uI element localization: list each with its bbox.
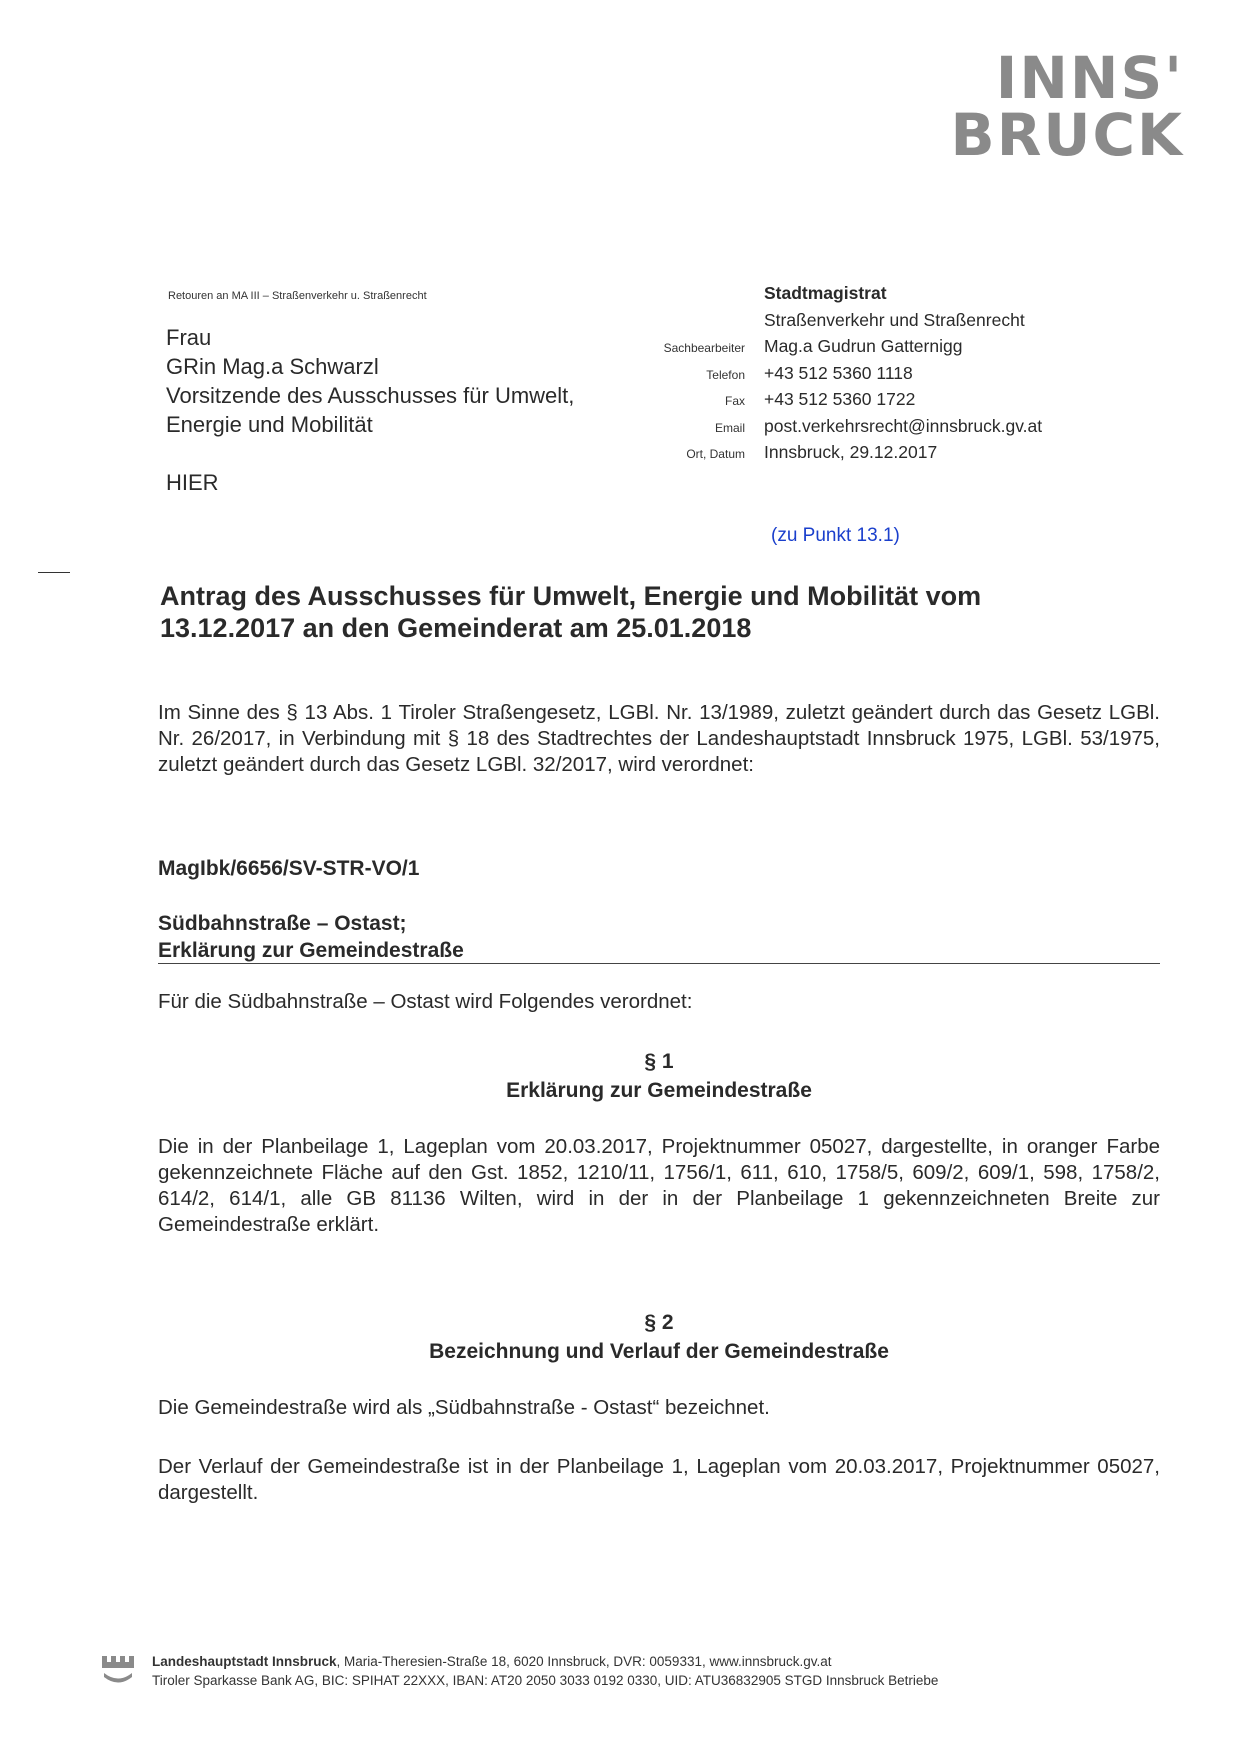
section-2-heading <box>158 1308 1160 1366</box>
section-1-text: Die in der Planbeilage 1, Lageplan vom 20.03.2017, Projektnummer 05027, dargestellte, in oranger Farbe gekennzeichnete Fläche auf den Gst. 1852, 1210/11, 1756/1, 611, 610, 1758/5, 609/2, 609/1, 598, 1758/2, 614/2, 614/1, alle GB 81136 Wilten, wird in der in der Planbeilage 1 gekennzeichneten Breite zur Gemeindestraße erklärt. <box>158 1135 1160 1236</box>
innsbruck-logo <box>934 44 1184 169</box>
divider <box>158 963 1160 964</box>
footer-org: Landeshauptstadt Innsbruck <box>152 1654 337 1669</box>
sender-org: Stadtmagistrat <box>764 283 887 303</box>
label-fax: Fax <box>724 394 745 408</box>
recipient-role-1: Vorsitzende des Ausschusses für Umwelt, <box>166 383 575 408</box>
sender-fax: +43 512 5360 1722 <box>764 389 916 409</box>
subject-heading <box>158 910 464 964</box>
section-1-title: Erklärung zur Gemeindestraße <box>506 1079 812 1102</box>
label-clerk: Sachbearbeiter <box>663 341 745 355</box>
legal-basis-paragraph: Im Sinne des § 13 Abs. 1 Tiroler Straßengesetz, LGBl. Nr. 13/1989, zuletzt geändert durch das Gesetz LGBl. Nr. 26/2017, in Verbindung mit § 18 des Stadtrechtes der Landeshauptstadt Innsbruck 1975, LGBl. 53/1975, zuletzt geändert durch das Gesetz LGBl. 32/2017, wird verordnet: <box>158 701 1160 776</box>
title-line-2: 13.12.2017 an den Gemeinderat am 25.01.2018 <box>160 613 752 643</box>
ordinance-intro: Für die Südbahnstraße – Ostast wird Folgendes verordnet: <box>158 990 693 1013</box>
title-line-1: Antrag des Ausschusses für Umwelt, Energie und Mobilität vom <box>160 581 982 611</box>
sender-info <box>764 280 1042 466</box>
label-place-date: Ort, Datum <box>686 447 745 461</box>
sender-clerk: Mag.a Gudrun Gatternigg <box>764 336 963 356</box>
subject-line-1: Südbahnstraße – Ostast; <box>158 912 407 935</box>
footer-address: , Maria-Theresien-Straße 18, 6020 Innsbruck, DVR: 0059331, www.innsbruck.gv.at <box>336 1654 832 1669</box>
recipient-name: GRin Mag.a Schwarzl <box>166 354 379 379</box>
logo-line-2: BRUCK <box>950 101 1184 169</box>
section-2-text-1: Die Gemeindestraße wird als „Südbahnstraße - Ostast“ bezeichnet. <box>158 1396 770 1419</box>
sender-email: post.verkehrsrecht@innsbruck.gv.at <box>764 415 1043 436</box>
footer-bank: Tiroler Sparkasse Bank AG, BIC: SPIHAT 22XXX, IBAN: AT20 2050 3033 0192 0330, UID: ATU36832905 STGD Innsbruck Betriebe <box>152 1673 939 1688</box>
sender-place-date: Innsbruck, 29.12.2017 <box>764 442 938 462</box>
section-1-heading <box>158 1047 1160 1105</box>
sender-phone: +43 512 5360 1118 <box>764 362 913 383</box>
fold-mark <box>38 572 70 573</box>
file-code: MagIbk/6656/SV-STR-VO/1 <box>158 857 420 880</box>
agenda-reference: (zu Punkt 13.1) <box>771 525 900 546</box>
recipient-location: HIER <box>166 470 219 495</box>
city-emblem-icon <box>100 1652 136 1688</box>
label-email: Email <box>714 420 745 435</box>
document-title <box>160 580 1110 644</box>
section-2-title: Bezeichnung und Verlauf der Gemeindestraße <box>429 1340 889 1363</box>
label-phone: Telefon <box>706 367 745 382</box>
subject-line-2: Erklärung zur Gemeindestraße <box>158 939 464 962</box>
recipient-salutation: Frau <box>166 325 212 350</box>
logo-line-1: INNS' <box>995 44 1184 112</box>
footer <box>152 1652 938 1690</box>
recipient-address <box>166 323 574 439</box>
recipient-role-2: Energie und Mobilität <box>166 412 373 437</box>
sender-labels <box>590 282 745 468</box>
section-2-text-2: Der Verlauf der Gemeindestraße ist in der Planbeilage 1, Lageplan vom 20.03.2017, Projektnummer 05027, dargestellt. <box>158 1455 1160 1504</box>
section-2-number: § 2 <box>644 1311 674 1334</box>
section-1-number: § 1 <box>644 1050 674 1073</box>
sender-dept: Straßenverkehr und Straßenrecht <box>764 309 1025 330</box>
return-address: Retouren an MA III – Straßenverkehr u. Straßenrecht <box>168 290 427 302</box>
